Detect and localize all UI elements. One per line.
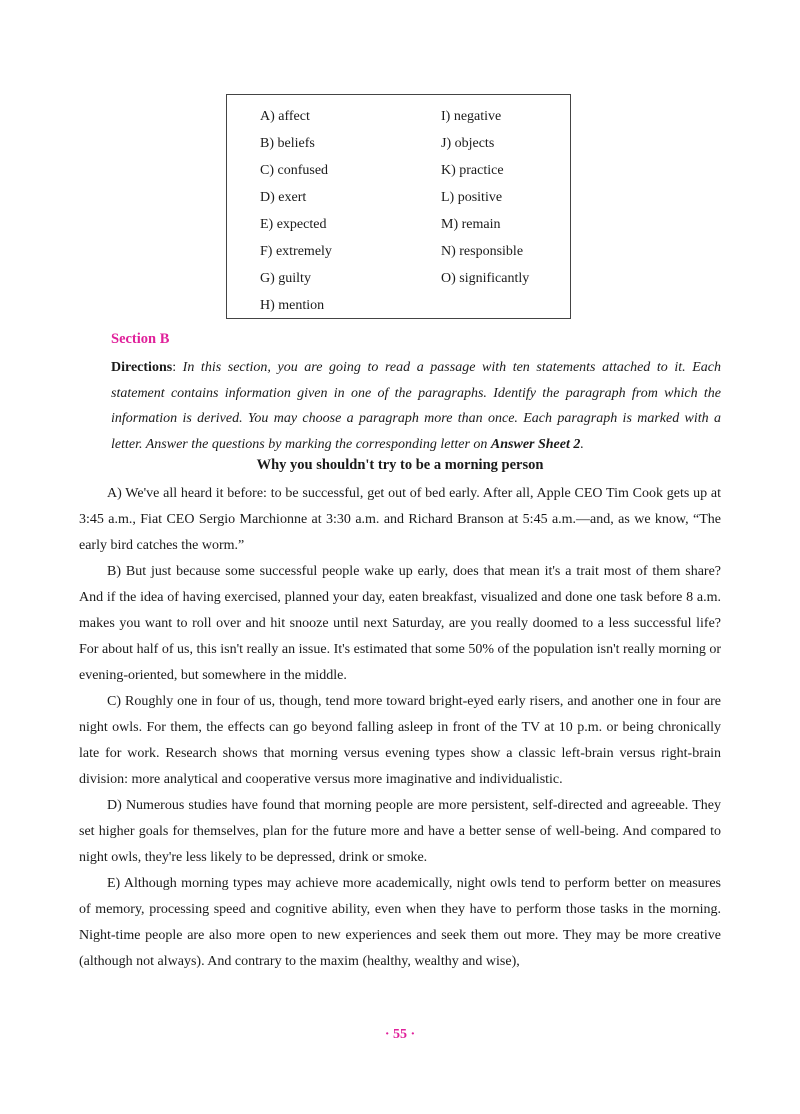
- paragraph-e: E) Although morning types may achieve more academically, night owls tend to perform better on measures of memory, processing speed and cognitive ability, even when they have to perform those tasks in the morning. Night-time people are also more open to new experiences and seek them out more. They may be more creative (although not always). And contrary to the maxim (healthy, wealthy and wise),: [79, 876, 721, 969]
- word-option: N) responsible: [441, 244, 524, 259]
- passage-title: Why you shouldn't try to be a morning person: [256, 457, 544, 473]
- directions: [111, 355, 721, 457]
- word-bank-right-column: [441, 103, 529, 292]
- directions-separator: :: [172, 360, 177, 375]
- paragraph-b: B) But just because some successful people wake up early, does that mean it's a trait most of them share? And if the idea of having exercised, planned your day, eaten breakfast, visualized and done one task before 8 a.m. makes you want to roll over and hit snooze until next Saturday, are you really doomed to a less successful life? For about half of us, this isn't really an issue. It's estimated that some 50% of the population isn't really morning or evening-oriented, but somewhere in the middle.: [79, 564, 721, 683]
- passage-body: [79, 481, 721, 975]
- word-option: E) expected: [260, 217, 327, 232]
- word-option: C) confused: [260, 163, 329, 178]
- word-bank-box: [226, 94, 571, 319]
- paragraph-d: D) Numerous studies have found that morning people are more persistent, self-directed and agreeable. They set higher goals for themselves, plan for the future more and have a better sense of well-being. And compared to night owls, they're less likely to be depressed, drink or smoke.: [79, 798, 721, 865]
- paragraph-c: C) Roughly one in four of us, though, tend more toward bright-eyed early risers, and another one in four are night owls. For them, the effects can go beyond falling asleep in front of the TV at 10 p.m. or being chronically late for work. Research shows that morning versus evening types show a classic left-brain versus right-brain division: more analytical and cooperative versus more imaginative and individualistic.: [79, 694, 721, 787]
- word-option: F) extremely: [260, 244, 332, 259]
- word-option: H) mention: [260, 298, 325, 313]
- paragraph-a: A) We've all heard it before: to be successful, get out of bed early. After all, Apple CEO Tim Cook gets up at 3:45 a.m., Fiat CEO Sergio Marchionne at 3:30 a.m. and Richard Branson at 5:45 a.m.—and, as we know, “The early bird catches the worm.”: [79, 486, 721, 553]
- word-option: K) practice: [441, 163, 504, 178]
- word-option: I) negative: [441, 109, 502, 124]
- answer-sheet-ref: Answer Sheet 2: [490, 436, 581, 452]
- word-option: O) significantly: [441, 271, 530, 286]
- word-option: J) objects: [441, 136, 495, 151]
- section-title: Section B: [111, 331, 170, 347]
- word-bank-left-column: [260, 103, 332, 319]
- word-option: D) exert: [260, 190, 307, 205]
- directions-end: .: [580, 436, 584, 452]
- directions-label: Directions: [111, 360, 173, 375]
- word-option: G) guilty: [260, 271, 311, 286]
- word-option: M) remain: [441, 217, 501, 232]
- word-option: A) affect: [260, 109, 310, 124]
- word-option: L) positive: [441, 190, 503, 205]
- page-number: · 55 ·: [384, 1027, 416, 1042]
- word-option: B) beliefs: [260, 136, 315, 151]
- directions-text: In this section, you are going to read a passage with ten statements attached to it. Each statement contains information given in one of the paragraphs. Identify the paragraph from which the information is derived. You may choose a paragraph more than once. Each paragraph is marked with a letter. Answer the questions by marking the corresponding letter on: [111, 360, 721, 452]
